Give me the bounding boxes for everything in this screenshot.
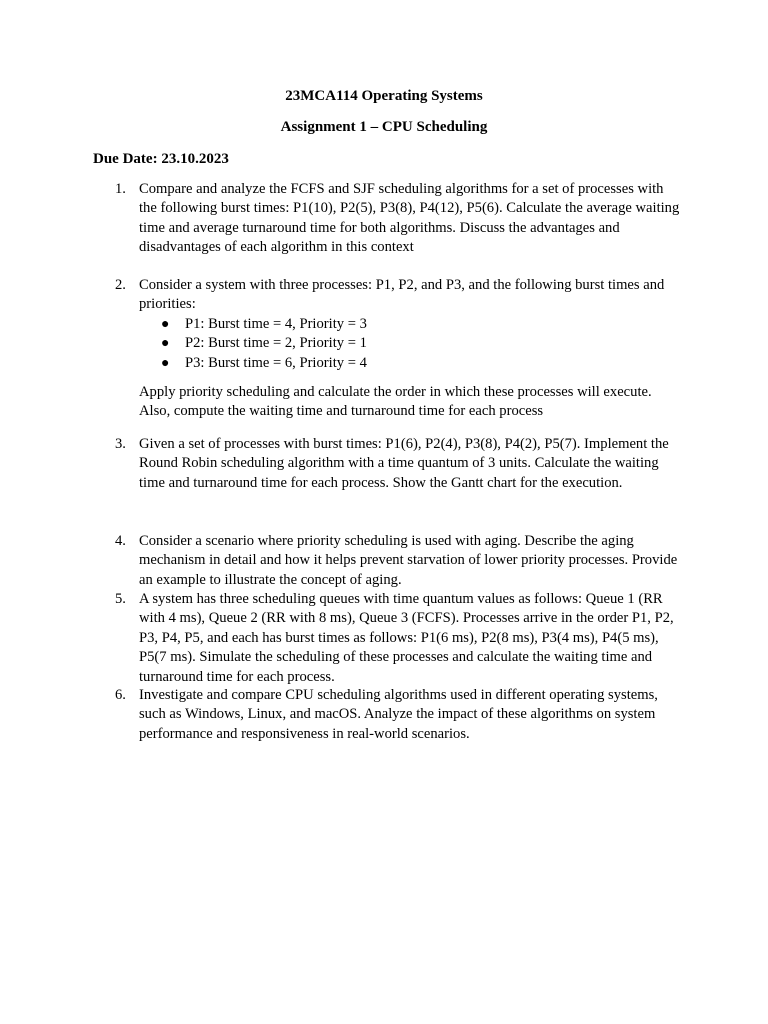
question-text: Given a set of processes with burst times: P1(6), P2(4), P3(8), P4(2), P5(7). Implement the Round Robin scheduling algorithm with a time quantum of 3 units. Calculate the waiting time and turnaround time for each process. Show the Gantt chart for the execution. xyxy=(139,436,669,491)
assignment-title: Assignment 1 – CPU Scheduling xyxy=(280,119,488,135)
question-1 xyxy=(115,180,684,258)
list-item xyxy=(139,334,684,353)
question-6 xyxy=(115,686,684,744)
question-text: Investigate and compare CPU scheduling algorithms used in different operating systems, such as Windows, Linux, and macOS. Analyze the impact of these algorithms on system performance and responsiveness in real-world scenarios. xyxy=(139,687,658,742)
question-number: 3. xyxy=(115,436,126,452)
process-list xyxy=(139,315,684,373)
due-date: Due Date: 23.10.2023 xyxy=(93,151,229,167)
bullet-icon: ● xyxy=(161,336,170,352)
list-item-text: P3: Burst time = 6, Priority = 4 xyxy=(185,354,367,371)
list-item xyxy=(139,354,684,373)
question-2 xyxy=(115,276,684,422)
question-number: 4. xyxy=(115,533,126,549)
question-number: 6. xyxy=(115,687,126,703)
question-number: 2. xyxy=(115,277,126,293)
course-title: 23MCA114 Operating Systems xyxy=(285,88,483,104)
question-text: Consider a system with three processes: P1, P2, and P3, and the following burst times and priorities: xyxy=(139,277,665,313)
question-text: Consider a scenario where priority scheduling is used with aging. Describe the aging mechanism in detail and how it helps prevent starvation of lower priority processes. Provide an example to illustrate the concept of aging. xyxy=(139,533,678,588)
question-number: 1. xyxy=(115,181,126,197)
question-5 xyxy=(115,590,684,687)
list-item-text: P2: Burst time = 2, Priority = 1 xyxy=(185,335,367,352)
question-text: Compare and analyze the FCFS and SJF scheduling algorithms for a set of processes with the following burst times: P1(10), P2(5), P3(8), P4(12), P5(6). Calculate the average waiting time and average turnaround time for both algorithms. Discuss the advantages and disadvantages of each algorithm in this context xyxy=(139,181,680,256)
question-text: A system has three scheduling queues with time quantum values as follows: Queue 1 (RR with 4 ms), Queue 2 (RR with 8 ms), Queue 3 (FCFS). Processes arrive in the order P1, P2, P3, P4, P5, and each has burst times as follows: P1(6 ms), P2(8 ms), P3(4 ms), P4(5 ms), P5(7 ms). Simulate the scheduling of these processes and calculate the waiting time and turnaround time for each process. xyxy=(139,591,674,685)
question-4 xyxy=(115,532,684,590)
bullet-icon: ● xyxy=(161,316,170,332)
list-item-text: P1: Burst time = 4, Priority = 3 xyxy=(185,315,367,332)
bullet-icon: ● xyxy=(161,355,170,371)
list-item xyxy=(139,315,684,334)
question-followup: Apply priority scheduling and calculate the order in which these processes will execute. Also, compute the waiting time and turnaround time for each process xyxy=(139,384,652,420)
question-number: 5. xyxy=(115,591,126,607)
question-3 xyxy=(115,435,684,493)
